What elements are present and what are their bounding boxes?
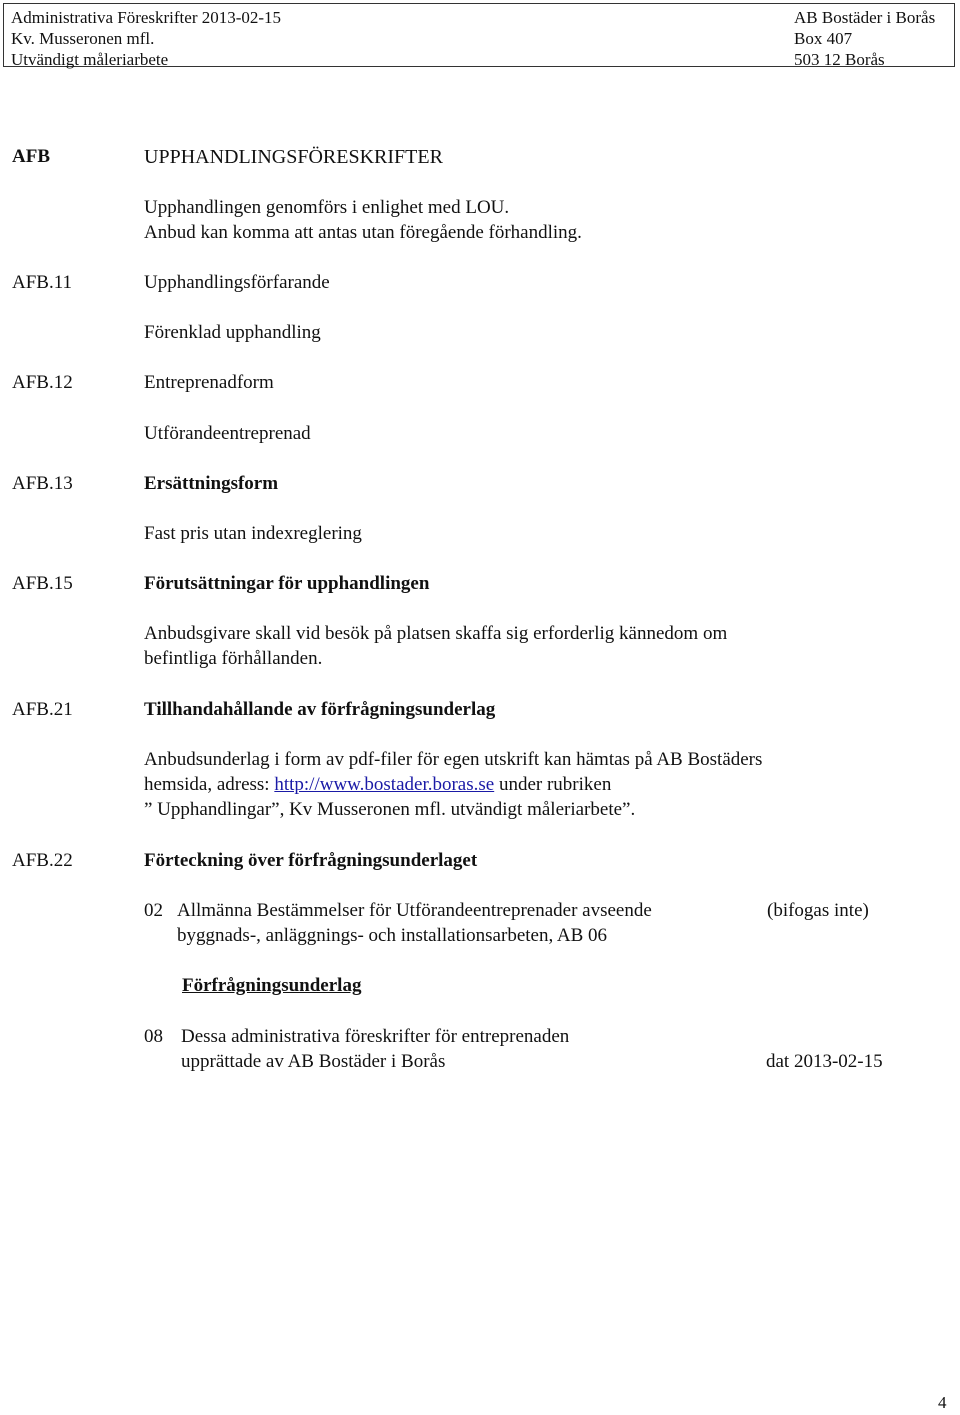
section-title-afb22: Förteckning över förfrågningsunderlaget [144,850,478,871]
header-work-type: Utvändigt måleriarbete [11,50,169,69]
section-title-afb21: Tillhandahållande av förfrågningsunderlag [144,699,496,720]
section-title-afb15: Förutsättningar för upphandlingen [144,573,430,594]
section-code-afb12: AFB.12 [12,372,73,393]
header-left-block [11,7,281,70]
section-code-afb: AFB [12,146,50,167]
header-right-block [794,7,935,70]
section-title-afb12: Entreprenadform [144,372,274,393]
section-title-afb13: Ersättningsform [144,473,279,494]
header-postal: 503 12 Borås [794,50,885,69]
afb21-line2-suffix: under rubriken [494,774,612,795]
afb15-text-line2: befintliga förhållanden. [144,648,323,669]
item-02-number: 02 [144,900,163,921]
subheading-forfragningsunderlag: Förfrågningsunderlag [182,975,362,996]
item-02-line2: byggnads-, anläggnings- och installationsarbeten, AB 06 [177,925,608,946]
afb-text-line2: Anbud kan komma att antas utan föregående förhandling. [144,222,582,243]
page-header [3,3,955,67]
website-link[interactable]: http://www.bostader.boras.se [274,774,495,795]
page-number: 4 [938,1393,947,1412]
section-title-afb11: Upphandlingsförfarande [144,272,330,293]
item-02-note: (bifogas inte) [767,900,869,921]
afb11-text: Förenklad upphandling [144,322,321,343]
header-box: Box 407 [794,29,853,48]
section-title-afb: UPPHANDLINGSFÖRESKRIFTER [144,146,443,168]
afb-text-line1: Upphandlingen genomförs i enlighet med LOU. [144,197,510,218]
section-code-afb22: AFB.22 [12,850,73,871]
item-08-date: dat 2013-02-15 [766,1051,883,1072]
item-08-line1: Dessa administrativa föreskrifter för entreprenaden [181,1026,570,1047]
item-08-number: 08 [144,1026,163,1047]
section-code-afb11: AFB.11 [12,272,73,293]
afb15-text-line1: Anbudsgivare skall vid besök på platsen skaffa sig erforderlig kännedom om [144,623,728,644]
afb21-text-line3: ” Upphandlingar”, Kv Musseronen mfl. utvändigt måleriarbete”. [144,799,636,820]
afb21-line2-prefix: hemsida, adress: [144,774,275,795]
item-02-line1: Allmänna Bestämmelser för Utförandeentreprenader avseende [177,900,652,921]
header-project-name: Kv. Musseronen mfl. [11,29,155,48]
section-code-afb21: AFB.21 [12,699,73,720]
afb13-text: Fast pris utan indexreglering [144,523,362,544]
afb21-text-line2 [144,773,611,797]
section-code-afb13: AFB.13 [12,473,73,494]
afb21-text-line1: Anbudsunderlag i form av pdf-filer för egen utskrift kan hämtas på AB Bostäders [144,749,763,770]
section-code-afb15: AFB.15 [12,573,73,594]
header-document-title: Administrativa Föreskrifter 2013-02-15 [11,8,282,27]
item-08-line2: upprättade av AB Bostäder i Borås [181,1051,446,1072]
afb12-text: Utförandeentreprenad [144,423,311,444]
header-company: AB Bostäder i Borås [794,8,936,27]
